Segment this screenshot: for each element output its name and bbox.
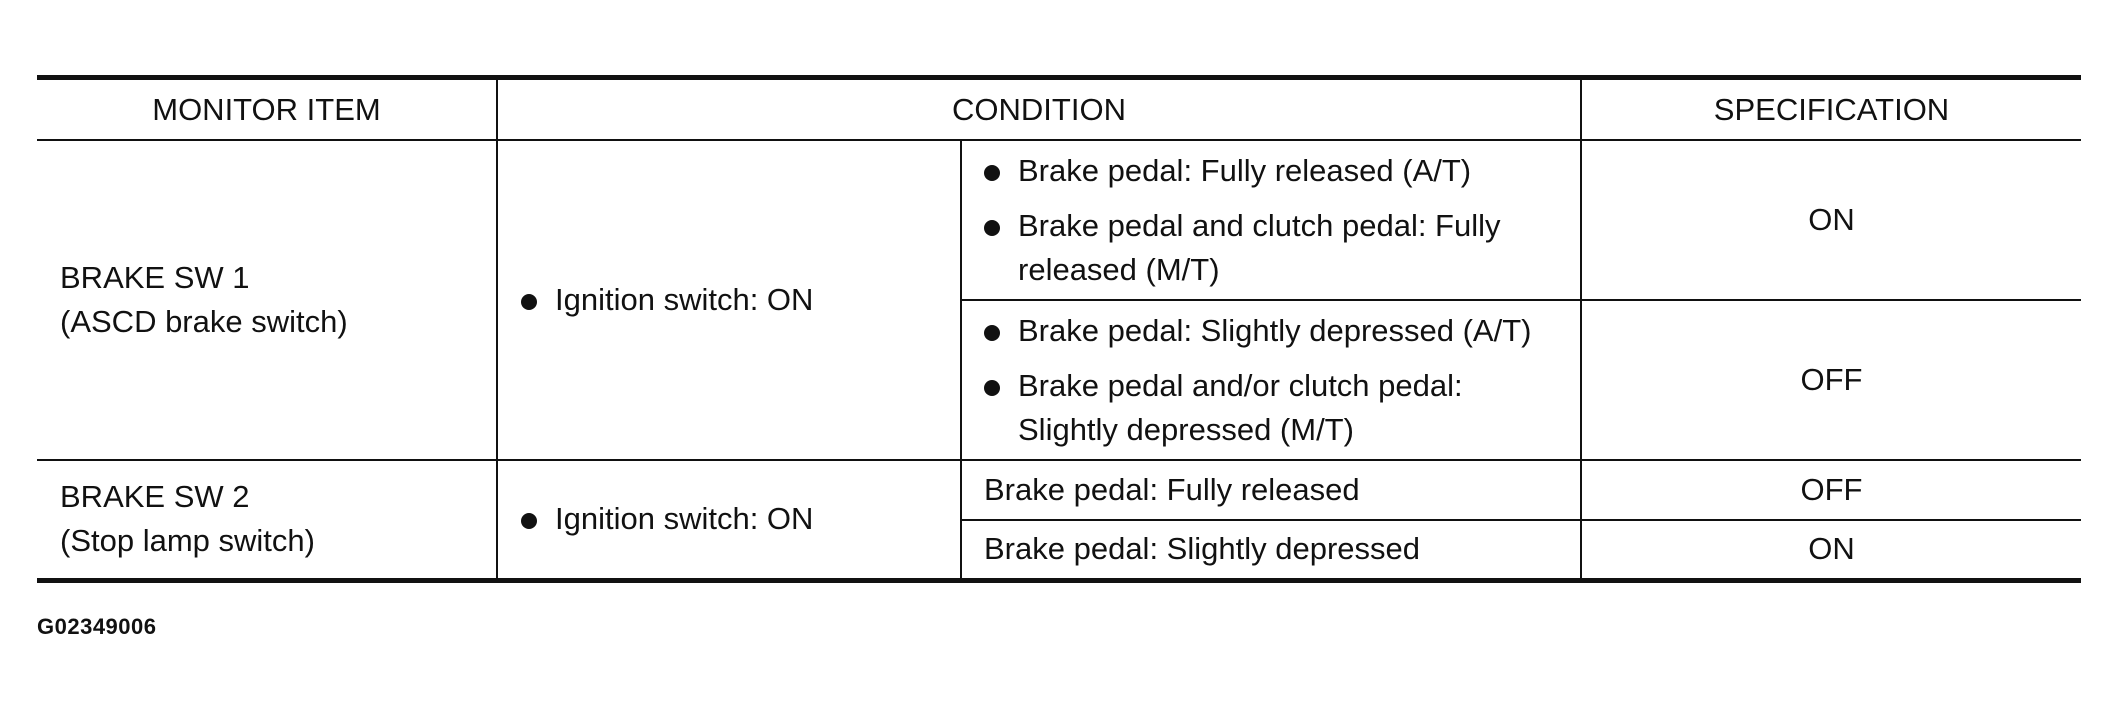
header-row [37, 78, 2081, 141]
pedal-condition-cell: Brake pedal: Slightly depressed [961, 520, 1581, 580]
pedal-condition-cell [961, 300, 1581, 460]
bullet-icon [984, 220, 1000, 236]
figure-code: G02349006 [37, 614, 157, 639]
specification-cell: OFF [1581, 300, 2081, 460]
monitor-item-name: BRAKE SW 1 [60, 260, 250, 295]
bullet-item [521, 497, 960, 541]
ignition-condition-cell [497, 140, 961, 460]
pedal-condition-text: Brake pedal: Fully released (A/T) [1018, 152, 1472, 188]
table-row [37, 460, 2081, 520]
monitor-item-cell [37, 140, 497, 460]
header-monitor-item: MONITOR ITEM [37, 78, 497, 141]
bullet-item [984, 309, 1570, 353]
ignition-condition-cell [497, 460, 961, 580]
bullet-item [984, 364, 1570, 452]
ignition-condition-text: Ignition switch: ON [555, 282, 814, 317]
bullet-item [984, 149, 1570, 193]
bullet-icon [984, 380, 1000, 396]
pedal-condition-text: Brake pedal: Slightly depressed (A/T) [1018, 312, 1532, 348]
ignition-condition-text: Ignition switch: ON [555, 501, 814, 537]
pedal-condition-text: Brake pedal and clutch pedal: Fully released (M/T) [1018, 207, 1501, 287]
monitor-item-description: (Stop lamp switch) [60, 523, 315, 559]
header-condition: CONDITION [497, 78, 1581, 141]
bullet-item [984, 204, 1570, 292]
monitor-item-name: BRAKE SW 2 [60, 479, 250, 515]
specification-cell: OFF [1581, 460, 2081, 520]
specification-cell: ON [1581, 140, 2081, 300]
bullet-icon [521, 513, 537, 529]
monitor-item-description: (ASCD brake switch) [60, 304, 348, 339]
bullet-icon [984, 165, 1000, 181]
pedal-condition-cell [961, 140, 1581, 300]
monitor-spec-table [37, 75, 2081, 583]
table-row [37, 140, 2081, 300]
bullet-icon [521, 294, 537, 310]
monitor-item-cell [37, 460, 497, 580]
pedal-condition-cell: Brake pedal: Fully released [961, 460, 1581, 520]
specification-cell: ON [1581, 520, 2081, 580]
header-specification: SPECIFICATION [1581, 78, 2081, 141]
pedal-condition-text: Brake pedal and/or clutch pedal: Slightly depressed (M/T) [1018, 367, 1463, 447]
bullet-icon [984, 325, 1000, 341]
bullet-item [521, 278, 960, 322]
